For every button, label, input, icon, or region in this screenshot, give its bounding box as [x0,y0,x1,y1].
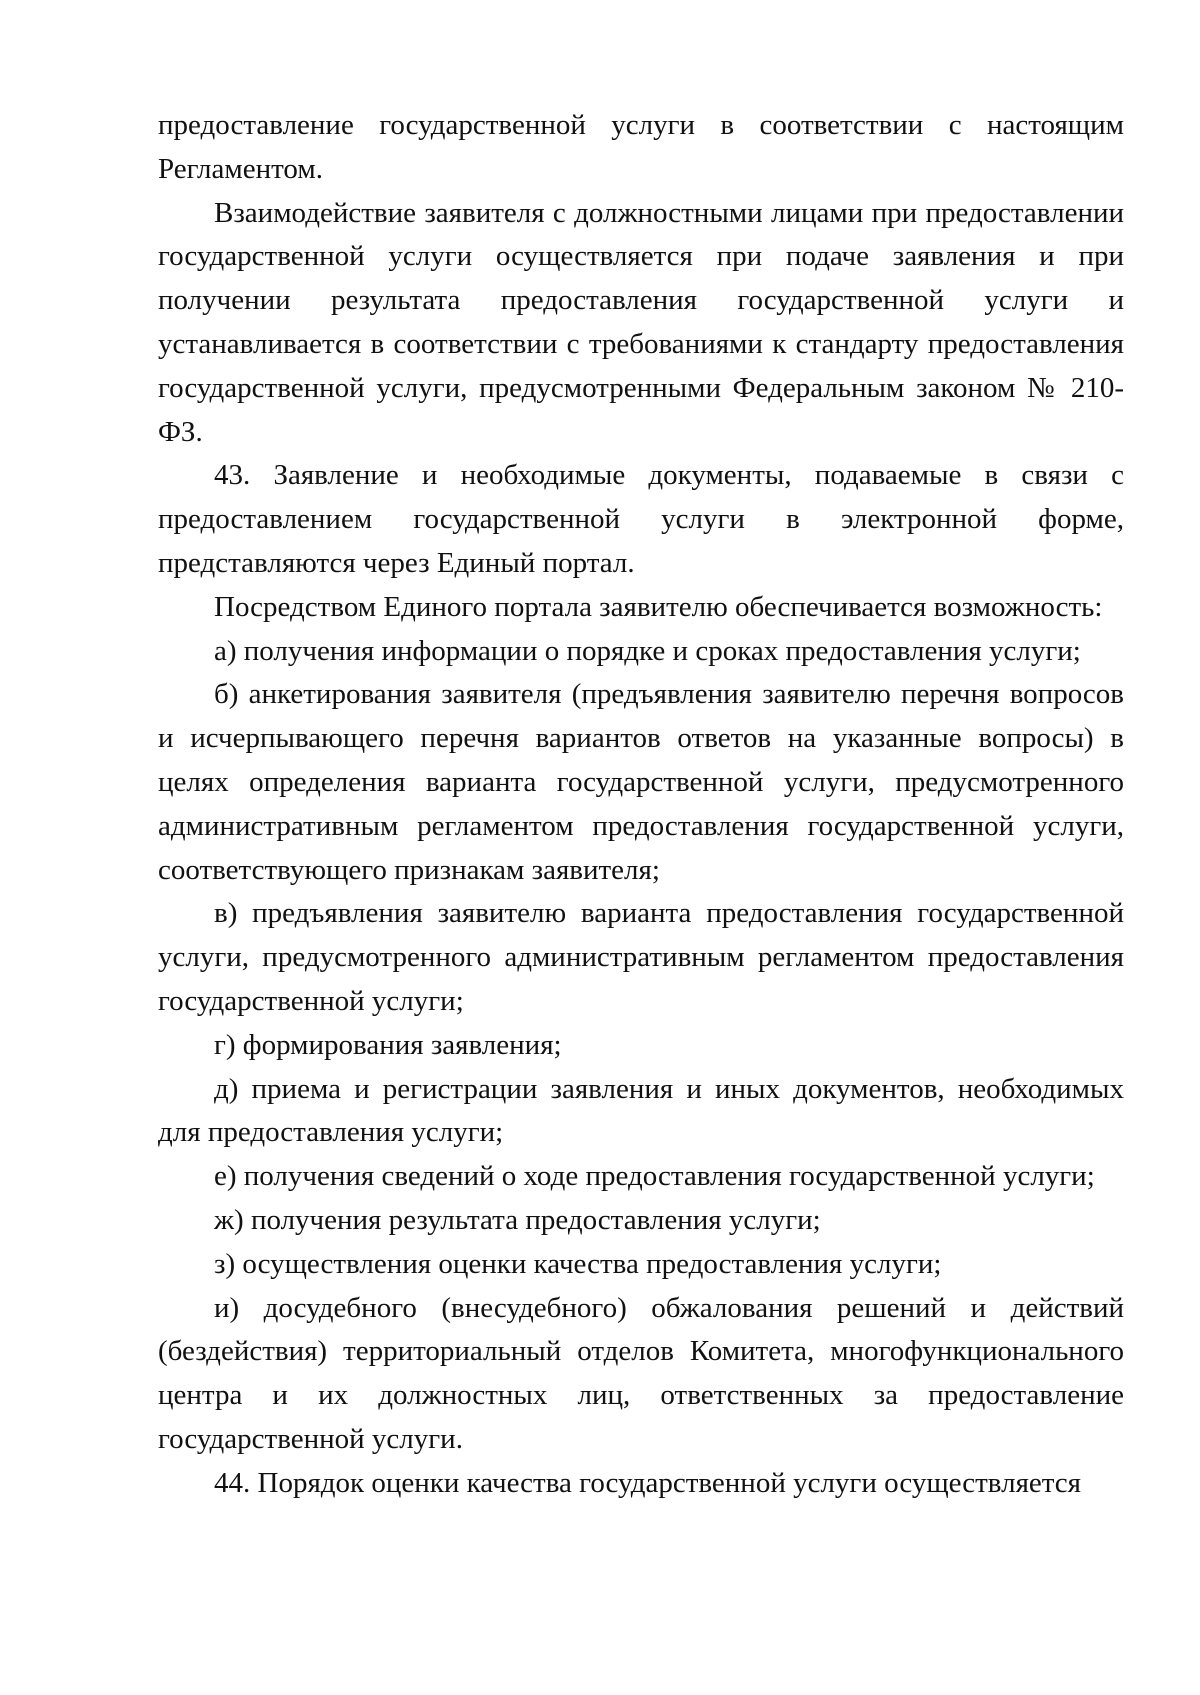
paragraph-interaction: Взаимодействие заявителя с должностными лицами при предоставлении государственной услуги осуществляется при подаче заявления и при получении результата предоставления государственной услуги и устанавливается в соответствии с требованиями к стандарту предоставления государственной услуги, предусмотренными Федеральным законом № 210-ФЗ. [158,196,1124,448]
list-item-zh: ж) получения результата предоставления услуги; [214,1203,821,1236]
paragraph-43: 43. Заявление и необходимые документы, подаваемые в связи с предоставлением государственной услуги в электронной форме, представляются через Единый портал. [158,459,1124,579]
paragraph-44: 44. Порядок оценки качества государственной услуги осуществляется [214,1466,1082,1499]
list-item-d: д) приема и регистрации заявления и иных документов, необходимых для предоставления услуги; [158,1072,1124,1149]
paragraph-continuation: предоставление государственной услуги в соответствии с настоящим Регламентом. [158,109,1124,185]
list-item-e: е) получения сведений о ходе предоставления государственной услуги; [214,1160,1095,1193]
paragraph-portal-intro: Посредством Единого портала заявителю обеспечивается возможность: [214,590,1103,623]
list-item-i: и) досудебного (внесудебного) обжалования решений и действий (бездействия) территориальный отделов Комитета, многофункционального центра и их должностных лиц, ответственных за предоставление государственной услуги. [158,1291,1124,1455]
list-item-z: з) осуществления оценки качества предоставления услуги; [214,1247,942,1280]
document-body [158,104,1124,1506]
list-item-v: в) предъявления заявителю варианта предоставления государственной услуги, предусмотренного административным регламентом предоставления государственной услуги; [158,897,1124,1017]
list-item-g: г) формирования заявления; [214,1028,562,1061]
list-item-b: б) анкетирования заявителя (предъявления заявителю перечня вопросов и исчерпывающего перечня вариантов ответов на указанные вопросы) в целях определения варианта государственной услуги, предусмотренного административным регламентом предоставления государственной услуги, соответствующего признакам заявителя; [158,678,1124,886]
list-item-a: а) получения информации о порядке и сроках предоставления услуги; [214,634,1081,667]
